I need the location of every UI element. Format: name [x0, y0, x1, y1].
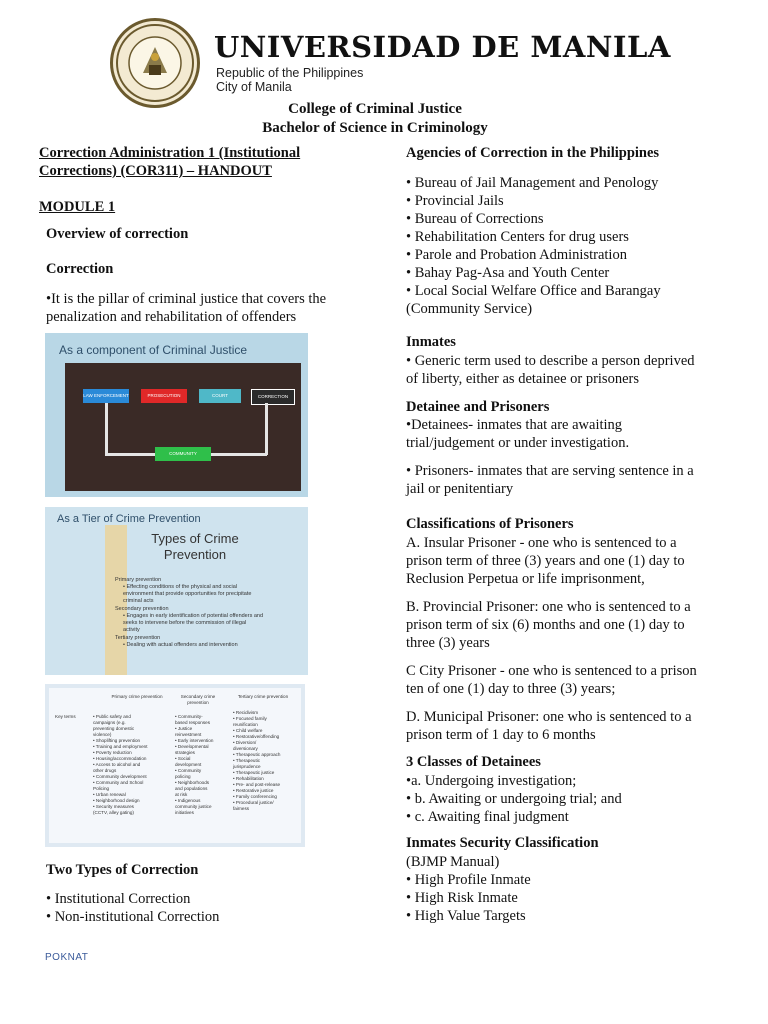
- correction-definition-2: penalization and rehabilitation of offenders: [46, 309, 297, 325]
- inmates-def-2: of liberty, either as detainee or prisoners: [406, 371, 639, 387]
- university-seal-icon: [110, 18, 200, 108]
- class-c-text: ten of one (1) day to three (3) years;: [406, 681, 616, 697]
- slide1-arrow: [211, 453, 267, 456]
- inmates-def-1: • Generic term used to describe a person deprived: [406, 353, 695, 369]
- slide3-cell-line: • Neighborhood design: [93, 798, 140, 803]
- security-item: • High Profile Inmate: [406, 872, 531, 888]
- agency-item: • Local Social Welfare Office and Barangay: [406, 283, 661, 299]
- slide3-cell-line: • Early intervention: [175, 738, 214, 743]
- slide1-background: [65, 363, 301, 491]
- slide1-arrow: [105, 453, 155, 456]
- detainee-class-item: • c. Awaiting final judgment: [406, 809, 569, 825]
- class-b-text: three (3) years: [406, 635, 490, 651]
- agency-item: • Bureau of Jail Management and Penology: [406, 175, 659, 191]
- detainee-heading: Detainee and Prisoners: [406, 399, 550, 415]
- correction-heading: Correction: [46, 261, 114, 277]
- slide3-cell-line: initiatives: [175, 810, 194, 815]
- slide3-cell-line: reunification: [233, 722, 258, 727]
- slide3-cell-line: • Community development: [93, 774, 147, 779]
- slide2-text: activity: [123, 627, 140, 633]
- slide1-title: As a component of Criminal Justice: [59, 343, 248, 357]
- slide3-cell-line: • Restorative/offending: [233, 734, 280, 739]
- slide3-cell-line: • Procedural justice/: [233, 800, 274, 805]
- slide3-col-secondary: [175, 714, 231, 816]
- slide-criminal-justice-component: [45, 333, 308, 497]
- class-d-text: D. Municipal Prisoner: one who is sentenced to a: [406, 709, 692, 725]
- slide3-cell-line: jurisprudence: [233, 764, 261, 769]
- slide3-header: Secondary crime prevention: [180, 694, 216, 705]
- slide2-text: Secondary prevention: [115, 606, 169, 612]
- class-c-text: C City Prisoner - one who is sentenced to a prison: [406, 663, 697, 679]
- slide3-cell-line: • Social: [175, 756, 191, 761]
- slide3-header: Tertiary crime prevention: [237, 694, 289, 699]
- security-item: • High Value Targets: [406, 908, 526, 924]
- class-a-text: prison term of three (3) years and one (1) day to: [406, 553, 685, 569]
- slide1-box-correction: CORRECTION: [251, 389, 295, 405]
- slide2-text: • Engages in early identification of potential offenders and: [123, 613, 264, 619]
- prisoners-def-1: • Prisoners- inmates that are serving sentence in a: [406, 463, 694, 479]
- class-a-text: Reclusion Perpetua or life imprisonment,: [406, 571, 645, 587]
- slide3-cell-line: • Poverty reduction: [93, 750, 132, 755]
- slide3-cell-line: • Housing/accommodation: [93, 756, 147, 761]
- slide3-cell-line: violence): [93, 732, 112, 737]
- agency-item: • Rehabilitation Centers for drug users: [406, 229, 629, 245]
- slide1-arrow: [105, 403, 108, 455]
- slide3-cell-line: reinvestment: [175, 732, 202, 737]
- agency-item: (Community Service): [406, 301, 533, 317]
- slide3-cell-line: • Public safety and: [93, 714, 131, 719]
- slide1-box-community: COMMUNITY: [155, 447, 211, 461]
- slide3-cell-line: • Community and School: [93, 780, 144, 785]
- prisoners-def-2: jail or penitentiary: [406, 481, 514, 497]
- slide2-text: Primary prevention: [115, 577, 162, 583]
- slide3-cell-line: preventing domestic: [93, 726, 135, 731]
- slide2-text: • Dealing with actual offenders and intervention: [123, 642, 238, 648]
- slide3-cell-line: • Indigenous: [175, 798, 201, 803]
- slide3-row-label: Key terms: [55, 714, 76, 719]
- slide1-box-law: LAW ENFORCEMENT: [83, 389, 129, 403]
- slide3-cell-line: • Urban renewal: [93, 792, 126, 797]
- slide3-cell-line: • Pre- and post-release: [233, 782, 281, 787]
- slide2-text: Tertiary prevention: [115, 635, 161, 641]
- slide3-cell-line: policing: [175, 774, 191, 779]
- agency-item: • Bahay Pag-Asa and Youth Center: [406, 265, 610, 281]
- slide3-cell-line: • Shoplifting prevention: [93, 738, 141, 743]
- slide3-cell-line: • Security measures: [93, 804, 134, 809]
- slide2-text: criminal acts: [123, 598, 154, 604]
- slide1-arrow: [265, 403, 268, 455]
- slide3-cell-line: • Access to alcohol and: [93, 762, 141, 767]
- slide3-cell-line: • Therapeutic: [233, 758, 261, 763]
- agencies-heading: Agencies of Correction in the Philippines: [406, 145, 660, 161]
- class-d-text: prison term of 1 day to 6 months: [406, 727, 596, 743]
- type-institutional: • Institutional Correction: [46, 891, 191, 907]
- slide3-cell-line: other drugs: [93, 768, 117, 773]
- slide3-cell-line: • Justice: [175, 726, 193, 731]
- slide-crime-prevention-table: [45, 684, 305, 847]
- slide3-cell-line: • Neighborhoods: [175, 780, 210, 785]
- slide3-cell-line: (CCTV, alley gating): [93, 810, 134, 815]
- classes-detainees-heading: 3 Classes of Detainees: [406, 754, 541, 770]
- security-item: • High Risk Inmate: [406, 890, 518, 906]
- slide3-cell-line: strategies: [175, 750, 195, 755]
- class-b-text: B. Provincial Prisoner: one who is sentenced to a: [406, 599, 691, 615]
- slide3-cell-line: • Community-: [175, 714, 203, 719]
- city-line: City of Manila: [216, 80, 292, 94]
- republic-line: Republic of the Philippines: [216, 66, 364, 80]
- slide3-cell-line: fairness: [233, 806, 250, 811]
- detainees-def-2: trial/judgement or under investigation.: [406, 435, 630, 451]
- detainee-class-item: • b. Awaiting or undergoing trial; and: [406, 791, 622, 807]
- detainee-class-item: •a. Undergoing investigation;: [406, 773, 577, 789]
- agency-item: • Provincial Jails: [406, 193, 504, 209]
- class-b-text: prison term of six (6) months and one (1) day to: [406, 617, 685, 633]
- college-name: College of Criminal Justice: [288, 101, 462, 117]
- slide3-cell-line: • Restorative justice: [233, 788, 274, 793]
- slide1-box-prosecution: PROSECUTION: [141, 389, 187, 403]
- class-a-text: A. Insular Prisoner - one who is sentenced to a: [406, 535, 677, 551]
- slide3-cell-line: community justice: [175, 804, 212, 809]
- slide3-cell-line: • Child welfare: [233, 728, 263, 733]
- slide3-cell-line: diversionary: [233, 746, 258, 751]
- slide3-cell-line: Policing: [93, 786, 110, 791]
- course-title-line1: Correction Administration 1 (Institutional: [39, 145, 301, 161]
- slide3-cell-line: • Recidivism: [233, 710, 259, 715]
- slide3-col-primary: [93, 714, 171, 816]
- overview-heading: Overview of correction: [46, 226, 189, 242]
- slide3-cell-line: • Family conferencing: [233, 794, 277, 799]
- slide1-box-court: COURT: [199, 389, 241, 403]
- slide3-cell-line: • Focused family: [233, 716, 267, 721]
- footer-watermark: POKNAT: [45, 952, 89, 963]
- slide2-text: seeks to intervene before the commission of illegal: [123, 620, 247, 626]
- slide3-cell-line: • Therapeutic approach: [233, 752, 281, 757]
- program-name: Bachelor of Science in Criminology: [262, 120, 488, 136]
- university-name: UNIVERSIDAD DE MANILA: [214, 30, 671, 64]
- slide3-header: Primary crime prevention: [111, 694, 163, 699]
- slide3-cell-line: at risk: [175, 792, 188, 797]
- slide-tier-crime-prevention: [45, 507, 308, 675]
- slide3-panel: [49, 688, 301, 843]
- slide3-cell-line: campaigns (e.g.: [93, 720, 126, 725]
- slide3-cell-line: development: [175, 762, 202, 767]
- course-title-line2: Corrections) (COR311) – HANDOUT: [39, 163, 272, 179]
- classifications-heading: Classifications of Prisoners: [406, 516, 574, 532]
- agency-item: • Parole and Probation Administration: [406, 247, 627, 263]
- slide3-cell-line: • Training and employment: [93, 744, 148, 749]
- security-item: (BJMP Manual): [406, 854, 500, 870]
- slide2-text: environment that provide opportunities for precipitate: [123, 591, 252, 597]
- slide2-text: • Effecting conditions of the physical and social: [123, 584, 238, 590]
- correction-definition-1: •It is the pillar of criminal justice that covers the: [46, 291, 327, 307]
- slide3-cell-line: • Therapeutic justice: [233, 770, 275, 775]
- slide3-cell-line: • Diversion/: [233, 740, 257, 745]
- inmates-heading: Inmates: [406, 334, 456, 350]
- two-types-heading: Two Types of Correction: [46, 862, 199, 878]
- security-heading: Inmates Security Classification: [406, 835, 599, 851]
- slide3-col-tertiary: [233, 710, 299, 812]
- slide3-cell-line: • Community: [175, 768, 202, 773]
- slide2-title: As a Tier of Crime Prevention: [57, 513, 201, 525]
- agency-item: • Bureau of Corrections: [406, 211, 544, 227]
- slide3-cell-line: and populations: [175, 786, 208, 791]
- slide3-cell-line: • Developmental: [175, 744, 209, 749]
- module-heading: MODULE 1: [39, 199, 116, 215]
- slide3-cell-line: based responses: [175, 720, 210, 725]
- slide3-cell-line: • Rehabilitation: [233, 776, 264, 781]
- slide2-heading: Types of Crime Prevention: [151, 531, 239, 562]
- detainees-def-1: •Detainees- inmates that are awaiting: [406, 417, 623, 433]
- type-non-institutional: • Non-institutional Correction: [46, 909, 220, 925]
